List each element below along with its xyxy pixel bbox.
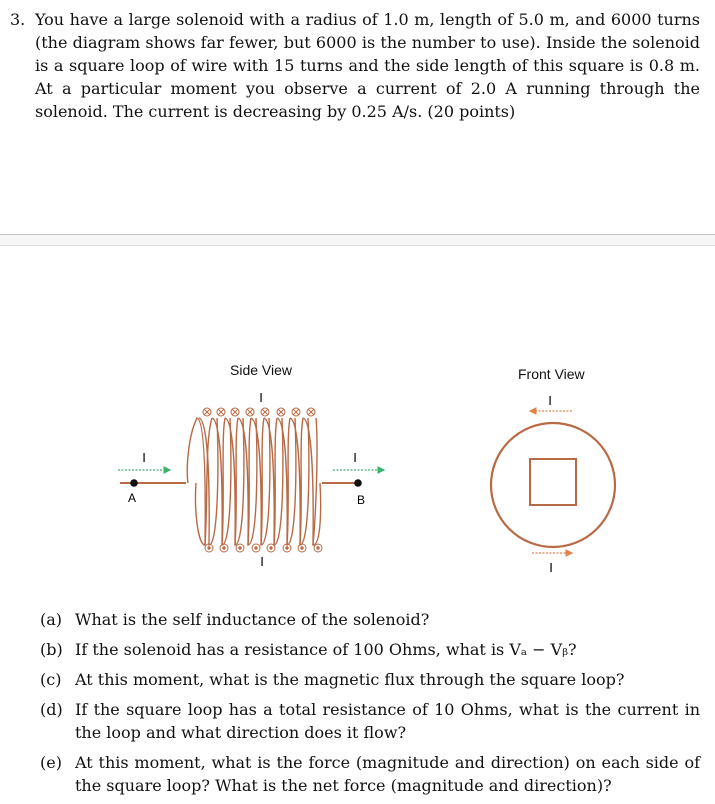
question-label: (e): [40, 753, 62, 772]
solenoid-coils: [187, 418, 320, 545]
problem-number: 3.: [10, 10, 26, 29]
current-into-page-row: [203, 408, 315, 416]
dot-symbol: [252, 544, 260, 552]
question-text: If the square loop has a total resistance of 10 Ohms, what is the current in the loop and what direction does it flow?: [75, 700, 700, 742]
terminal-b-dot: [354, 479, 362, 487]
x-symbol: [203, 408, 211, 416]
x-symbol: [217, 408, 225, 416]
current-label-top: I: [259, 390, 263, 405]
x-symbol: [246, 408, 254, 416]
front-current-label-top: I: [548, 393, 552, 408]
problem-text: You have a large solenoid with a radius of 1.0 m, length of 5.0 m, and 6000 turns (the diagram shows far fewer, but 6000 is the number to use). Inside the solenoid is a square loop of wire with 15 turns and the side length of this square is 0.8 m. At a particular moment you observe a current of 2.0 A running through the solenoid. The current is decreasing by 0.25 A/s. (20 points): [35, 10, 700, 121]
x-symbol: [307, 408, 315, 416]
x-symbol: [231, 408, 239, 416]
question-text: What is the self inductance of the solenoid?: [75, 610, 430, 629]
terminal-a-dot: [130, 479, 138, 487]
front-view-title: Front View: [518, 366, 585, 382]
dot-symbol: [298, 544, 306, 552]
dot-symbol: [314, 544, 322, 552]
terminal-a-label: A: [127, 491, 137, 505]
question-b: [40, 638, 700, 661]
question-a: [40, 608, 700, 631]
dot-symbol: [267, 544, 275, 552]
x-symbol: [277, 408, 285, 416]
question-label: (d): [40, 700, 63, 719]
question-d: [40, 698, 700, 744]
question-text: At this moment, what is the force (magnitude and direction) on each side of the square loop? What is the net force (magnitude and direction)?: [75, 753, 700, 795]
question-label: (c): [40, 670, 62, 689]
solenoid-cross-section: [491, 423, 615, 547]
square-loop: [530, 459, 576, 505]
x-symbol: [292, 408, 300, 416]
current-label-bottom: I: [260, 554, 264, 569]
question-label: (a): [40, 610, 63, 629]
side-view-title: Side View: [230, 362, 293, 378]
front-current-label-bottom: I: [549, 560, 553, 575]
current-label-right: I: [353, 450, 357, 465]
question-e: [40, 751, 700, 797]
question-label: (b): [40, 640, 63, 659]
coil-turn: [187, 418, 205, 545]
x-symbol: [261, 408, 269, 416]
question-text: At this moment, what is the magnetic flux through the square loop?: [75, 670, 625, 689]
question-list: [40, 608, 700, 804]
dot-symbol: [220, 544, 228, 552]
terminal-b-label: B: [356, 493, 366, 507]
question-text: If the solenoid has a resistance of 100 Ohms, what is Vₐ − Vᵦ?: [75, 640, 577, 659]
current-label-left: I: [142, 450, 146, 465]
dot-symbol: [236, 544, 244, 552]
question-c: [40, 668, 700, 691]
